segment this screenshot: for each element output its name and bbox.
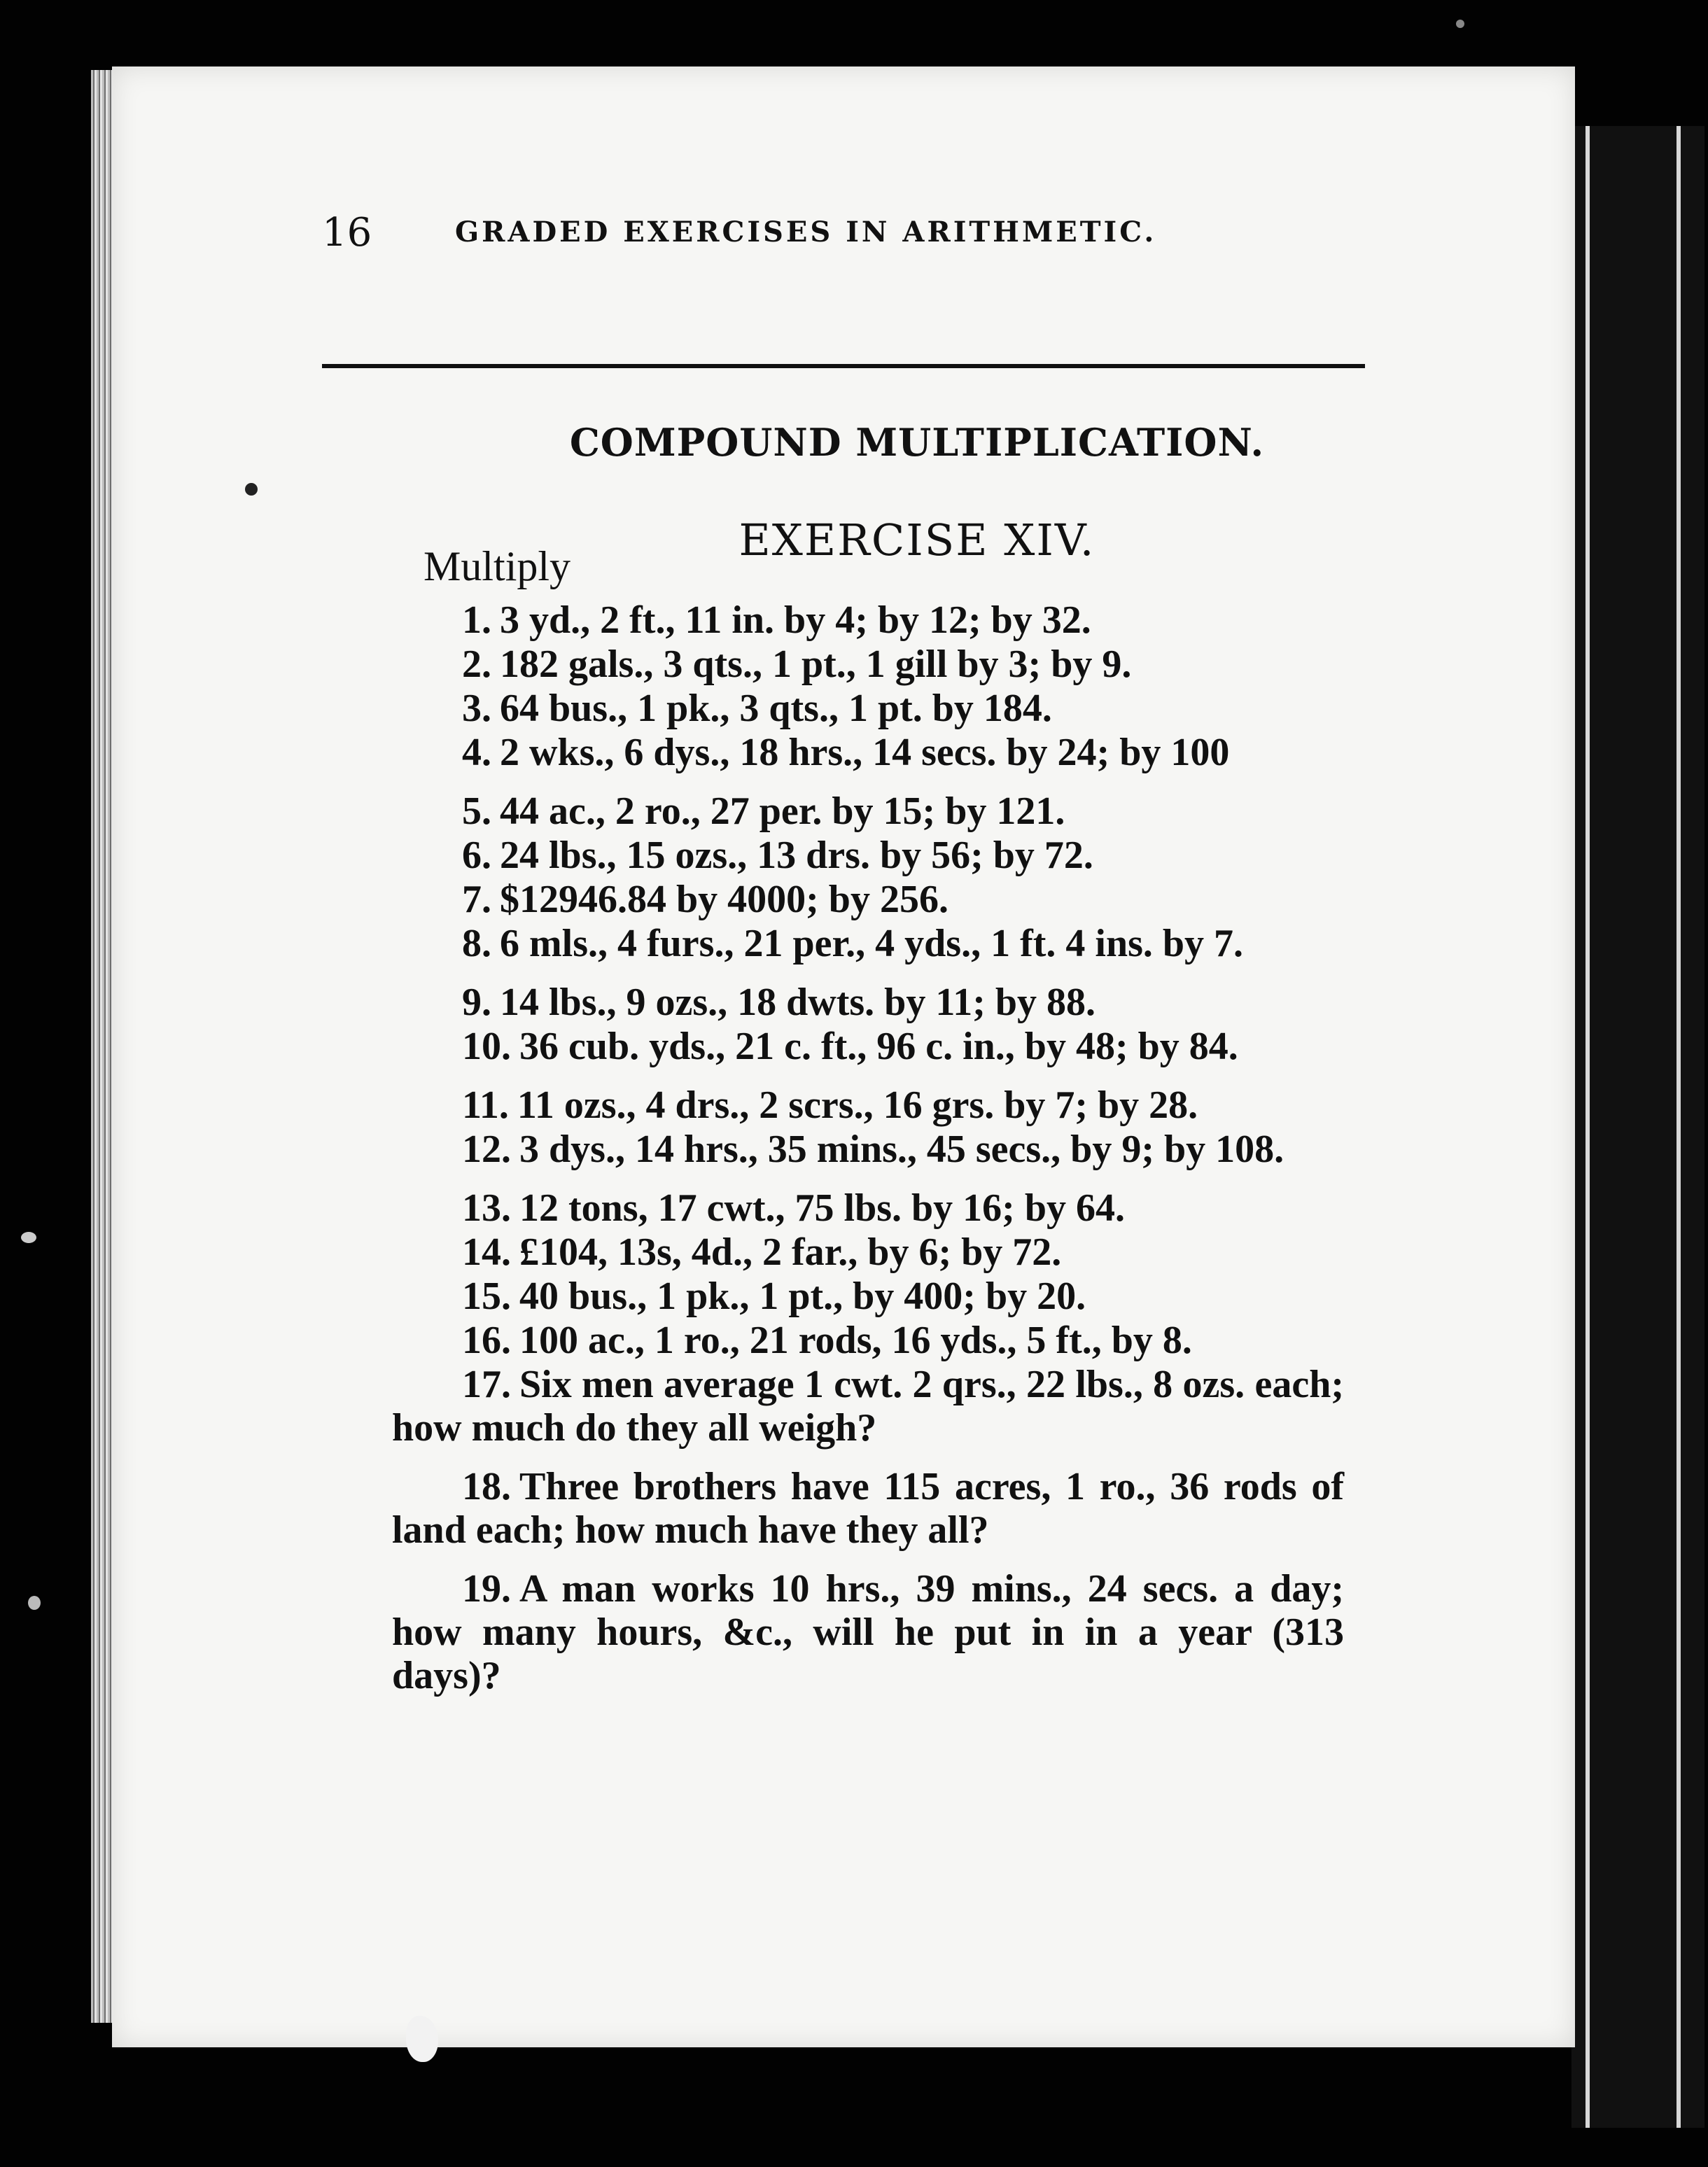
problem-item — [392, 1084, 1344, 1127]
problem-text: 6 mls., 4 furs., 21 per., 4 yds., 1 ft. 4 ins. by 7. — [500, 922, 1244, 965]
problem-number: 2. — [462, 643, 491, 686]
problem-number: 4. — [462, 731, 491, 774]
scan-speck — [1456, 20, 1464, 28]
problem-item — [392, 1025, 1344, 1068]
problem-number: 16. — [462, 1319, 511, 1362]
problem-text: 40 bus., 1 pk., 1 pt., by 400; by 20. — [519, 1275, 1086, 1318]
scan-speck — [21, 1232, 36, 1243]
problem-number: 15. — [462, 1275, 511, 1318]
problem-number: 12. — [462, 1128, 511, 1171]
running-title: GRADED EXERCISES IN ARITHMETIC. — [455, 216, 1157, 248]
problem-number: 18. — [462, 1465, 511, 1508]
problem-text: 100 ac., 1 ro., 21 rods, 16 yds., 5 ft., by 8. — [519, 1319, 1192, 1362]
problem-text: $12946.84 by 4000; by 256. — [500, 878, 948, 921]
problem-item — [392, 1567, 1344, 1697]
problem-number: 1. — [462, 598, 491, 642]
problem-number: 5. — [462, 790, 491, 833]
problem-item — [392, 790, 1344, 833]
problem-text: 36 cub. yds., 21 c. ft., 96 c. in., by 48; by 84. — [519, 1025, 1238, 1068]
exercise-intro: Multiply — [424, 543, 571, 589]
problem-item — [392, 1230, 1344, 1274]
problem-text: Six men average 1 cwt. 2 qrs., 22 lbs., 8 ozs. each; how much do they all weigh? — [392, 1363, 1344, 1450]
problem-number: 13. — [462, 1186, 511, 1230]
problem-text: 12 tons, 17 cwt., 75 lbs. by 16; by 64. — [519, 1186, 1125, 1230]
problem-number: 11. — [462, 1084, 509, 1127]
problem-number: 6. — [462, 834, 491, 877]
problem-text: 24 lbs., 15 ozs., 13 drs. by 56; by 72. — [500, 834, 1093, 877]
problem-item — [392, 1186, 1344, 1230]
problem-item — [392, 1465, 1344, 1552]
problem-text: 14 lbs., 9 ozs., 18 dwts. by 11; by 88. — [500, 981, 1096, 1024]
problem-number: 9. — [462, 981, 491, 1024]
problem-text: A man works 10 hrs., 39 mins., 24 secs. a day; how many hours, &c., will he put in in a year (313 days)? — [392, 1567, 1344, 1697]
problem-item — [392, 922, 1344, 965]
problem-text: Three brothers have 115 acres, 1 ro., 36 rods of land each; how much have they all? — [392, 1465, 1344, 1552]
problem-item — [392, 981, 1344, 1024]
problem-item — [392, 834, 1344, 877]
problem-number: 10. — [462, 1025, 511, 1068]
problem-number: 3. — [462, 687, 491, 730]
problem-number: 17. — [462, 1363, 511, 1406]
page-edge-line — [1586, 126, 1590, 2128]
problem-text: 64 bus., 1 pk., 3 qts., 1 pt. by 184. — [500, 687, 1052, 730]
exercise-title: EXERCISE XIV. — [738, 514, 1096, 566]
problem-text: 2 wks., 6 dys., 18 hrs., 14 secs. by 24; by 100 — [500, 731, 1230, 774]
problem-text: 3 dys., 14 hrs., 35 mins., 45 secs., by 9; by 108. — [519, 1128, 1284, 1171]
problem-text: £104, 13s, 4d., 2 far., by 6; by 72. — [519, 1230, 1062, 1274]
problem-number: 14. — [462, 1230, 511, 1274]
scan-speck — [28, 1596, 41, 1610]
problem-item — [392, 1128, 1344, 1171]
problem-item — [392, 878, 1344, 921]
page-edge-line — [1676, 126, 1681, 2128]
problem-number: 7. — [462, 878, 491, 921]
section-title: COMPOUND MULTIPLICATION. — [569, 420, 1265, 465]
problem-text: 44 ac., 2 ro., 27 per. by 15; by 121. — [500, 790, 1065, 833]
adjacent-page-edge — [1572, 126, 1704, 2128]
problem-item — [392, 1275, 1344, 1318]
problem-text: 3 yd., 2 ft., 11 in. by 4; by 12; by 32. — [500, 598, 1091, 642]
problem-text: 11 ozs., 4 drs., 2 scrs., 16 grs. by 7; by 28. — [517, 1084, 1198, 1127]
problem-number: 8. — [462, 922, 491, 965]
scan-speck — [245, 483, 258, 496]
problem-list — [392, 598, 1344, 1698]
header-rule — [322, 364, 1365, 368]
problem-item — [392, 598, 1344, 642]
problem-number: 19. — [462, 1567, 511, 1611]
problem-item — [392, 643, 1344, 686]
problem-item — [392, 687, 1344, 730]
problem-text: 182 gals., 3 qts., 1 pt., 1 gill by 3; by 9. — [500, 643, 1132, 686]
problem-item — [392, 731, 1344, 774]
page-number: 16 — [322, 210, 372, 255]
problem-item — [392, 1363, 1344, 1450]
problem-item — [392, 1319, 1344, 1362]
